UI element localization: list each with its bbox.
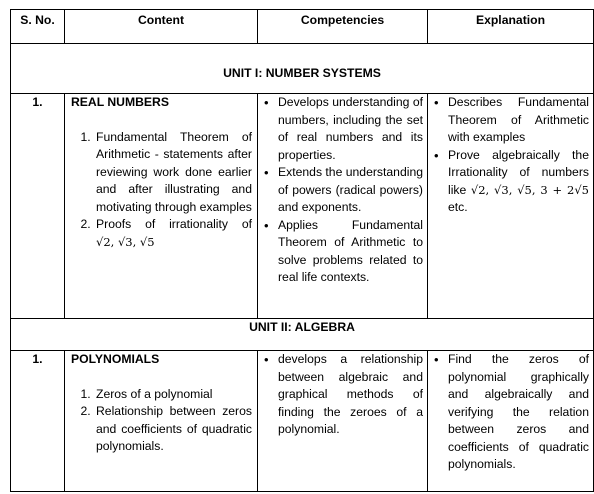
list-item: • develops a relationship between algebraic and graphical methods of finding the zeroes of a polynomial.	[278, 351, 423, 439]
header-sno: S. No.	[11, 10, 65, 44]
list-item: • Applies Fundamental Theorem of Arithmetic to solve problems related to real life contexts.	[278, 217, 423, 287]
header-row	[11, 10, 594, 44]
list-item: 1. Fundamental Theorem of Arithmetic - statements after reviewing work done earlier and after illustrating and motivating through examples	[94, 129, 252, 217]
list-item	[94, 216, 252, 251]
serial-number: 1.	[11, 351, 65, 492]
content-title: REAL NUMBERS	[71, 95, 169, 109]
competencies-list	[258, 351, 427, 439]
competencies-cell	[258, 351, 428, 492]
math-expression: √2, √3, √5, 3 + 2√5	[470, 182, 589, 197]
unit-title: UNIT I: NUMBER SYSTEMS	[11, 44, 594, 94]
table-row	[11, 351, 594, 492]
header-explanation: Explanation	[428, 10, 594, 44]
unit-row-2	[11, 319, 594, 351]
header-content: Content	[65, 10, 258, 44]
content-cell	[65, 94, 258, 319]
list-item: • Describes Fundamental Theorem of Arithmetic with examples	[448, 94, 589, 147]
list-item: • Extends the understanding of powers (radical powers) and exponents.	[278, 164, 423, 217]
explanation-cell	[428, 351, 594, 492]
content-cell	[65, 351, 258, 492]
list-item-text: Proofs of irrationality of	[96, 217, 252, 231]
competencies-cell	[258, 94, 428, 319]
list-item: • Develops understanding of numbers, including the set of real numbers and its properties.	[278, 94, 423, 164]
table-row	[11, 94, 594, 319]
list-item-text: Prove algebraically the Irrationality of numbers like	[448, 147, 589, 197]
explanation-list	[428, 351, 593, 474]
list-item	[448, 147, 589, 217]
list-item: • Find the zeros of polynomial graphically and algebraically and verifying the relation between zeros and coefficients of quadratic polynomials.	[448, 351, 589, 474]
competencies-list	[258, 94, 427, 287]
serial-number: 1.	[11, 94, 65, 319]
list-item-tail: etc.	[448, 200, 468, 214]
unit-row-1	[11, 44, 594, 94]
math-expression: √2, √3, √5	[96, 234, 155, 249]
explanation-list	[428, 94, 593, 217]
syllabus-table	[10, 9, 594, 492]
content-title: POLYNOMIALS	[71, 352, 160, 366]
content-list	[65, 129, 257, 252]
explanation-cell	[428, 94, 594, 319]
content-list	[65, 386, 257, 456]
header-competencies: Competencies	[258, 10, 428, 44]
unit-title: UNIT II: ALGEBRA	[11, 319, 594, 351]
list-item: 1. Zeros of a polynomial	[94, 386, 252, 404]
list-item: 2. Relationship between zeros and coefficients of quadratic polynomials.	[94, 403, 252, 456]
